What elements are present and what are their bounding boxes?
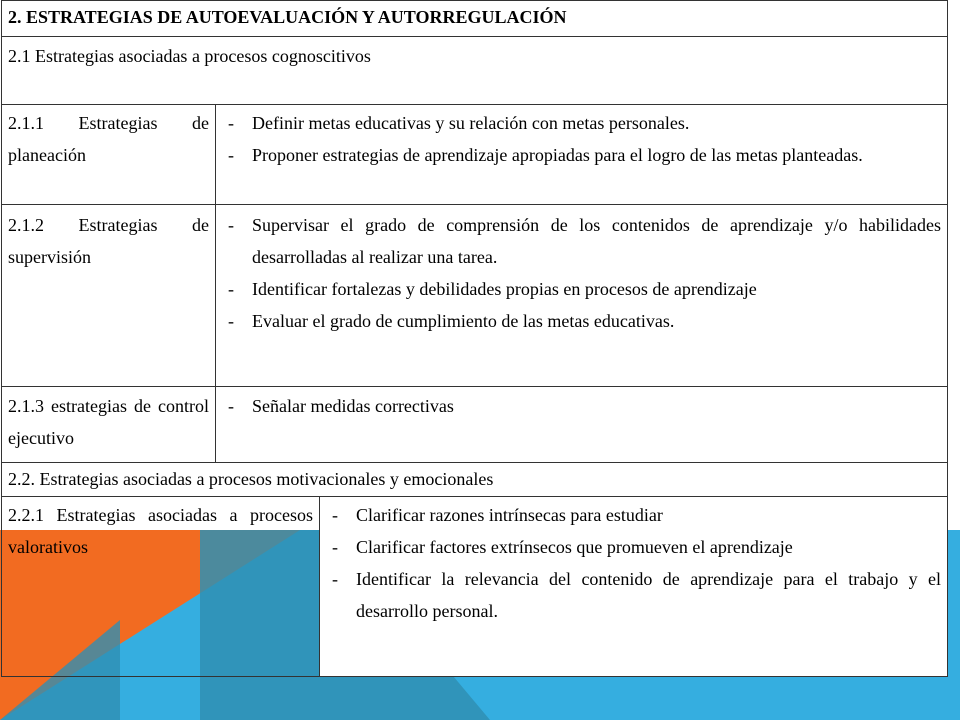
list-item: - Clarificar razones intrínsecas para estudiar <box>326 499 941 531</box>
row-items-supervision <box>216 205 948 387</box>
row-label-valorativos: 2.2.1 Estrategias asociadas a procesos valorativos <box>2 497 320 677</box>
section-2-1-heading: 2.1 Estrategias asociadas a procesos cognoscitivos <box>2 37 948 105</box>
list-item: - Proponer estrategias de aprendizaje apropiadas para el logro de las metas planteadas. <box>222 139 941 171</box>
list-item: - Identificar fortalezas y debilidades propias en procesos de aprendizaje <box>222 273 941 305</box>
row-label-control-ejecutivo: 2.1.3 estrategias de control ejecutivo <box>2 387 216 463</box>
row-items-valorativos <box>320 497 948 677</box>
list-item: - Definir metas educativas y su relación con metas personales. <box>222 107 941 139</box>
list-item: - Supervisar el grado de comprensión de los contenidos de aprendizaje y/o habilidades desarrolladas al realizar una tarea. <box>222 209 941 273</box>
list-item: - Identificar la relevancia del contenido de aprendizaje para el trabajo y el desarrollo personal. <box>326 563 941 627</box>
table-title: 2. ESTRATEGIAS DE AUTOEVALUACIÓN Y AUTORREGULACIÓN <box>2 1 948 37</box>
row-items-planeacion <box>216 105 948 205</box>
list-item: - Evaluar el grado de cumplimiento de las metas educativas. <box>222 305 941 337</box>
row-label-planeacion: 2.1.1 Estrategias de planeación <box>2 105 216 205</box>
list-item: - Clarificar factores extrínsecos que promueven el aprendizaje <box>326 531 941 563</box>
list-item: - Señalar medidas correctivas <box>222 390 941 422</box>
strategies-table <box>1 0 948 677</box>
section-2-2-heading: 2.2. Estrategias asociadas a procesos motivacionales y emocionales <box>2 463 948 497</box>
row-items-control-ejecutivo <box>216 387 948 463</box>
row-label-supervision: 2.1.2 Estrategias de supervisión <box>2 205 216 387</box>
